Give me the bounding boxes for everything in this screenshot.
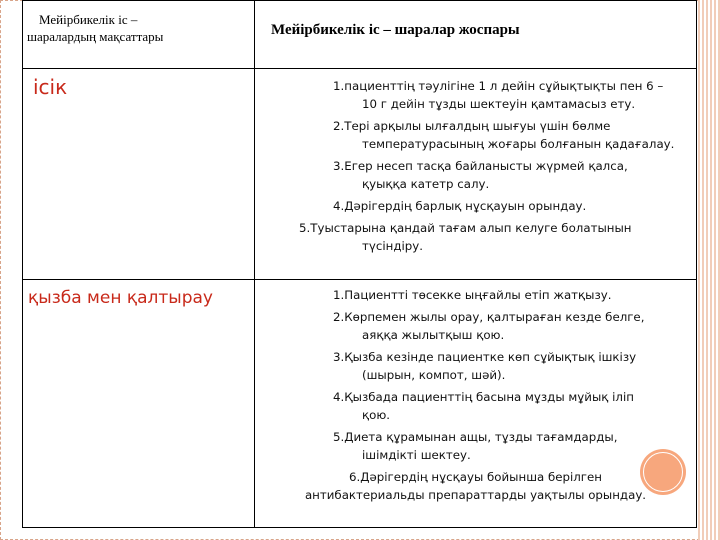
plan-item-line: 1.Пациентті төсекке ыңғайлы етіп жатқызу. <box>333 288 612 302</box>
plan-item-line: 3.Егер несеп тасқа байланысты жүрмей қалса, <box>333 159 628 173</box>
decorative-circle <box>640 449 686 495</box>
plan-item-line: қуыққа катетр салу. <box>362 177 490 191</box>
plan-cell <box>255 69 697 280</box>
plan-item-line: температурасының жоғары болғанын қадағалау. <box>362 137 675 151</box>
plan-item-line: 10 г дейін тұзды шектеуін қамтамасыз ету. <box>362 97 636 111</box>
header-plan-title: Мейірбикелік іс – шаралар жоспары <box>271 22 520 38</box>
plan-item <box>255 197 696 215</box>
plan-item <box>255 348 696 384</box>
plan-item-line: түсіндіру. <box>362 239 423 253</box>
header-goals-line1: Мейірбикелік іс – <box>39 12 138 27</box>
plan-item-line: (шырын, компот, шәй). <box>362 368 506 382</box>
plan-item-line: 2.Тері арқылы ылғалдың шығуы үшін бөлме <box>333 119 611 133</box>
condition-label: ісік <box>33 75 68 99</box>
plan-item-line: ішімдікті шектеу. <box>362 448 471 462</box>
plan-cell <box>255 280 697 528</box>
plan-item-line: антибактериальды препараттарды уақтылы орындау. <box>304 488 647 502</box>
plan-item <box>255 286 696 304</box>
plan-item <box>255 468 696 504</box>
plan-item <box>255 77 696 113</box>
plan-item-line: 1.пациенттің тәулігіне 1 л дейін сұйықтықты пен 6 – <box>333 79 664 93</box>
plan-item-line: аяққа жылытқыш қою. <box>362 328 505 342</box>
plan-item-line: 4.Дәрігердің барлық нұсқауын орындау. <box>333 199 587 213</box>
header-plan-cell <box>255 1 697 69</box>
table-row <box>23 69 697 280</box>
plan-item-line: 5.Туыстарына қандай тағам алып келуге болатынын <box>299 221 632 235</box>
header-goals-line2: шаралардың мақсаттары <box>27 29 164 44</box>
table-header-row <box>23 1 697 69</box>
header-goals-cell <box>23 1 255 69</box>
decorative-stripe <box>698 0 720 540</box>
table-row <box>23 280 697 528</box>
plan-item-line: қою. <box>362 408 391 422</box>
plan-item <box>255 388 696 424</box>
plan-item <box>255 308 696 344</box>
plan-item <box>255 117 696 153</box>
plan-item-line: 4.Қызбада пациенттің басына мұзды мұйық іліп <box>333 390 634 404</box>
plan-item <box>255 428 696 464</box>
condition-cell <box>23 280 255 528</box>
plan-item-line: 3.Қызба кезінде пациентке көп сұйықтық ішкізу <box>333 350 637 364</box>
plan-item <box>255 157 696 193</box>
condition-label: қызба мен қалтырау <box>28 288 213 308</box>
care-plan-table <box>22 0 697 528</box>
plan-item-line: 6.Дәрігердің нұсқауы бойынша берілген <box>349 470 602 484</box>
plan-item-line: 2.Көрпемен жылы орау, қалтыраған кезде белге, <box>333 310 645 324</box>
condition-cell <box>23 69 255 280</box>
plan-item-line: 5.Диета құрамынан ащы, тұзды тағамдарды, <box>333 430 618 444</box>
plan-item <box>255 219 696 255</box>
